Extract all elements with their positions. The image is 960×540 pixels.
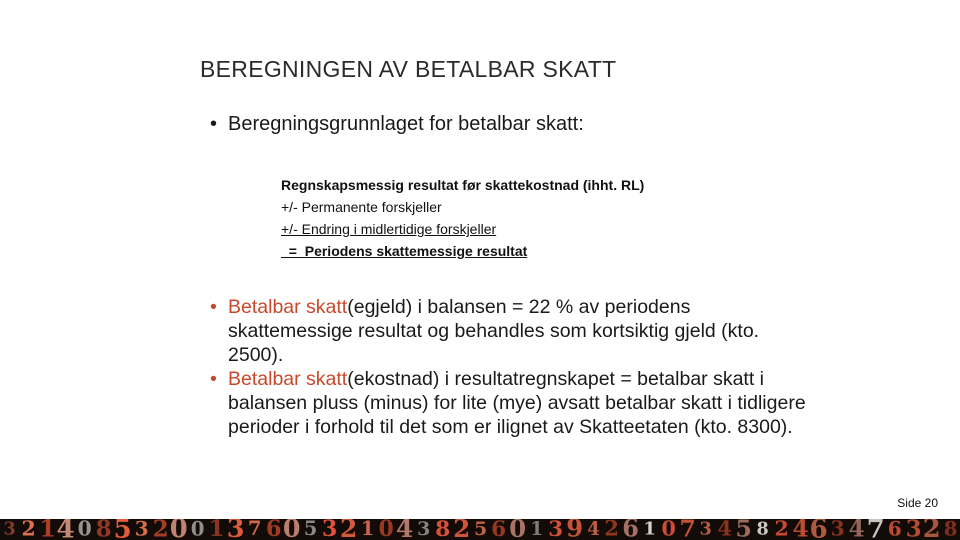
footer-digit: 6 <box>887 519 902 540</box>
footer-digit: 4 <box>586 519 600 540</box>
slide-title: BEREGNINGEN AV BETALBAR SKATT <box>200 56 617 82</box>
footer-digit: 7 <box>679 519 696 540</box>
bullet-dot: • <box>210 296 217 318</box>
footer-digit: 2 <box>339 519 358 540</box>
footer-digit: 6 <box>809 519 829 540</box>
footer-digit: 0 <box>283 519 301 540</box>
footer-digit: 3 <box>905 519 922 540</box>
page-number: Side 20 <box>897 496 938 510</box>
footer-digit: 5 <box>735 519 752 540</box>
footer-digit: 0 <box>378 519 394 540</box>
footer-digit: 6 <box>491 519 507 540</box>
footer-digit-band <box>0 519 960 540</box>
calc-line-2: +/- Permanente forskjeller <box>281 199 442 215</box>
footer-digit: 5 <box>304 519 318 540</box>
bullet-text: (egjeld) i balansen = 22 % av periodens skattemessige resultat og behandles som kortsiktig gjeld (kto. 2500). <box>228 296 760 366</box>
bullet-list <box>210 295 810 439</box>
footer-digit: 8 <box>943 519 958 540</box>
footer-digit: 8 <box>435 519 451 540</box>
footer-digit: 2 <box>923 519 941 540</box>
footer-digit: 4 <box>792 519 809 540</box>
footer-digit: 3 <box>417 519 431 540</box>
footer-digit: 2 <box>774 519 789 540</box>
bullet-dot: • <box>210 113 218 135</box>
footer-digit: 1 <box>39 519 56 540</box>
bullet-text: (ekostnad) i resultatregnskapet = betalbar skatt i balansen pluss (minus) for lite (mye) avsatt betalbar skatt i tidligere perioder i forhold til det som er ilignet av Skatteetaten (kto. 8300). <box>228 368 806 438</box>
footer-digit: 7 <box>247 519 262 540</box>
calculation-block <box>281 174 644 262</box>
footer-digit: 1 <box>208 519 225 540</box>
footer-digit: 3 <box>830 519 845 540</box>
footer-digit: 1 <box>643 519 656 540</box>
footer-digit: 3 <box>134 519 149 540</box>
bullet-highlight: Betalbar skatt <box>228 296 348 318</box>
footer-digit: 5 <box>113 519 132 540</box>
footer-digit: 2 <box>21 519 36 540</box>
calc-line-3: +/- Endring i midlertidige forskjeller <box>281 221 497 237</box>
footer-digit: 3 <box>321 519 338 540</box>
footer-digit: 3 <box>226 519 245 540</box>
footer-digit: 0 <box>77 519 92 540</box>
bullet-item <box>210 367 810 439</box>
intro-bullet <box>210 113 584 136</box>
bullet-highlight: Betalbar skatt <box>228 368 348 390</box>
footer-digit: 2 <box>152 519 169 540</box>
footer-digit: 0 <box>509 519 527 540</box>
footer-digit: 6 <box>265 519 281 540</box>
footer-digit: 6 <box>622 519 640 540</box>
footer-digit: 0 <box>661 519 676 540</box>
footer-digit: 0 <box>170 519 189 540</box>
footer-digit: 4 <box>848 519 865 540</box>
footer-digit: 0 <box>191 519 205 540</box>
bullet-item <box>210 295 810 367</box>
footer-digit: 1 <box>360 519 374 540</box>
footer-digit: 1 <box>530 519 544 540</box>
footer-digit: 3 <box>699 519 713 540</box>
footer-digit: 8 <box>756 519 769 540</box>
bullet-dot: • <box>210 368 217 390</box>
footer-digit: 8 <box>95 519 112 540</box>
footer-digit: 3 <box>3 519 16 540</box>
footer-digit: 4 <box>396 519 414 540</box>
footer-digit: 4 <box>717 519 733 540</box>
intro-text: Beregningsgrunnlaget for betalbar skatt: <box>228 113 584 135</box>
calc-line-4: = Periodens skattemessige resultat <box>281 243 528 259</box>
footer-digit: 4 <box>57 519 76 540</box>
footer-digit: 7 <box>866 519 885 540</box>
footer-digit: 5 <box>473 519 487 540</box>
calc-line-1: Regnskapsmessig resultat før skattekostnad (ihht. RL) <box>281 177 645 193</box>
footer-digit: 2 <box>452 519 470 540</box>
footer-digit: 9 <box>565 519 583 540</box>
footer-digit: 2 <box>604 519 620 540</box>
footer-digit: 3 <box>548 519 563 540</box>
